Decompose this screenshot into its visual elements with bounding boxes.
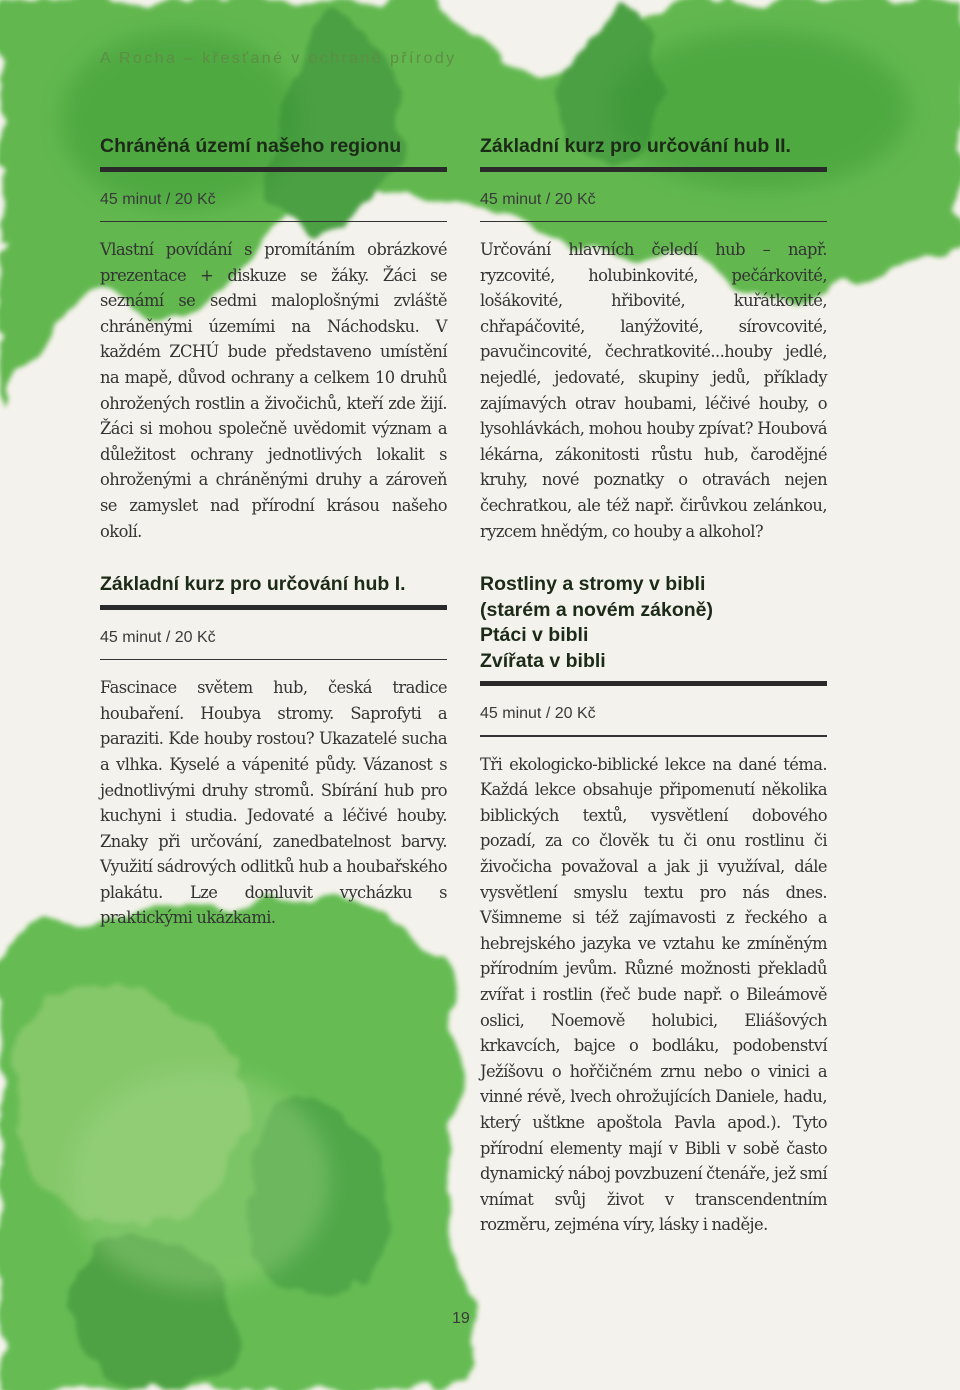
- meta-rule: [480, 735, 827, 737]
- left-column: [100, 134, 447, 959]
- heading-line: Ptáci v bibli: [480, 624, 589, 647]
- section-body: Tři ekologicko-biblické lekce na dané téma. Každá lekce obsahuje připomenutí několika biblických textů, vysvětlení dobového pozadí, za co člověk tu či onu rostlinu či živočicha považoval a jak ji využíval, dále vysvětlení smyslu textu pro nás dnes. Všimneme si též zajímavosti z řeckého a hebrejského jazyka ve vztahu ke zmíněným přírodním jevům. Různé možnosti překladů zvířat i rostlin (řeč bude např. o Bileámově oslici, Noemově holubici, Eliášových krkavcích, bajce o bodláku, podobenství Ježíšovu o hořčičném zrnu nebo o vinici a vinné révě, lvech ohrožujících Daniele, hadu, který uštkne apoštola Pavla apod.). Tyto přírodní elementy mají v Bibli v sobě často dynamický náboj povzbuzení čtenáře, jež smí vnímat svůj život v transcendentním rozměru, zejména víry, lásky i naděje.: [480, 754, 827, 1235]
- heading-line: Rostliny a stromy v bibli: [480, 573, 706, 596]
- duration-price: 45 minut / 20 Kč: [480, 190, 596, 208]
- duration-price: 45 minut / 20 Kč: [100, 190, 216, 208]
- heading-line: Zvířata v bibli: [480, 649, 606, 672]
- section-protected-areas: [100, 134, 447, 544]
- heading-rule: [100, 167, 447, 172]
- section-body: Vlastní povídání s promítáním obrázkové prezentace + diskuze se žáky. Žáci se seznámí se sedmi maloplošnými zvláště chráněnými územími na Náchodsku. V každém ZCHÚ bude představeno umístění na mapě, důvod ochrany a celkem 10 druhů ohrožených rostlin a živočichů, kteří zde žijí. Žáci si mohou společně uvědomit význam a důležitost ochrany jednotlivých lokalit s ohroženými a chráněnými druhy a zároveň se zamyslet nad přírodní krásou našeho okolí.: [100, 240, 447, 541]
- section-heading: Základní kurz pro určování hub II.: [480, 135, 791, 157]
- section-body: Fascinace světem hub, česká tradice houbaření. Houbya stromy. Saprofyti a paraziti. Kde houby rostou? Ukazatelé sucha a vlhka. Kyselé a vápenité půdy. Vázanost s jednotlivými druhy stromů. Sbírání hub pro kuchyni i studia. Jedovaté a léčivé houby. Znaky při určování, zanedbatelnost barvy. Využití sádrových odlitků hub a houbařského plakátu. Lze domluvit vycházku s praktickými ukázkami.: [100, 678, 447, 928]
- heading-rule: [480, 681, 827, 686]
- section-heading: Základní kurz pro určování hub I.: [100, 573, 406, 596]
- section-bible-nature: [480, 572, 827, 1238]
- running-head: A Rocha – křesťané v ochraně přírody: [100, 50, 457, 67]
- duration-price: 45 minut / 20 Kč: [100, 628, 216, 646]
- section-heading: [480, 572, 827, 674]
- heading-line: (starém a novém zákoně): [480, 598, 714, 621]
- section-body: Určování hlavních čeledí hub – např. ryzcovité, holubinkovité, pečárkovité, lošákovité, hřibovité, kuřátkovité, chřapáčovité, lanýžovité, sírovcovité, pavučincovité, čechratkovité...houby jedlé, nejedlé, jedovaté, skupiny jedů, příklady zajímavých otrav houbami, léčivé houby, o lysohlávkách, mohou houby zpívat? Houbová lékárna, zákonitosti růstu hub, čarodějné kruhy, nové poznatky o otravách nejen čechratkou, ale též např. čirůvkou zelánkou, ryzcem hnědým, co houby a alkohol?: [480, 240, 827, 541]
- meta-rule: [100, 659, 447, 661]
- right-column: [480, 134, 827, 1266]
- heading-rule: [100, 605, 447, 610]
- section-heading: Chráněná území našeho regionu: [100, 135, 402, 157]
- duration-price: 45 minut / 20 Kč: [480, 705, 596, 723]
- heading-rule: [480, 167, 827, 172]
- section-mushroom-course-1: [100, 572, 447, 931]
- page-number: 19: [452, 1310, 470, 1327]
- meta-rule: [100, 221, 447, 223]
- meta-rule: [480, 221, 827, 223]
- section-mushroom-course-2: [480, 134, 827, 544]
